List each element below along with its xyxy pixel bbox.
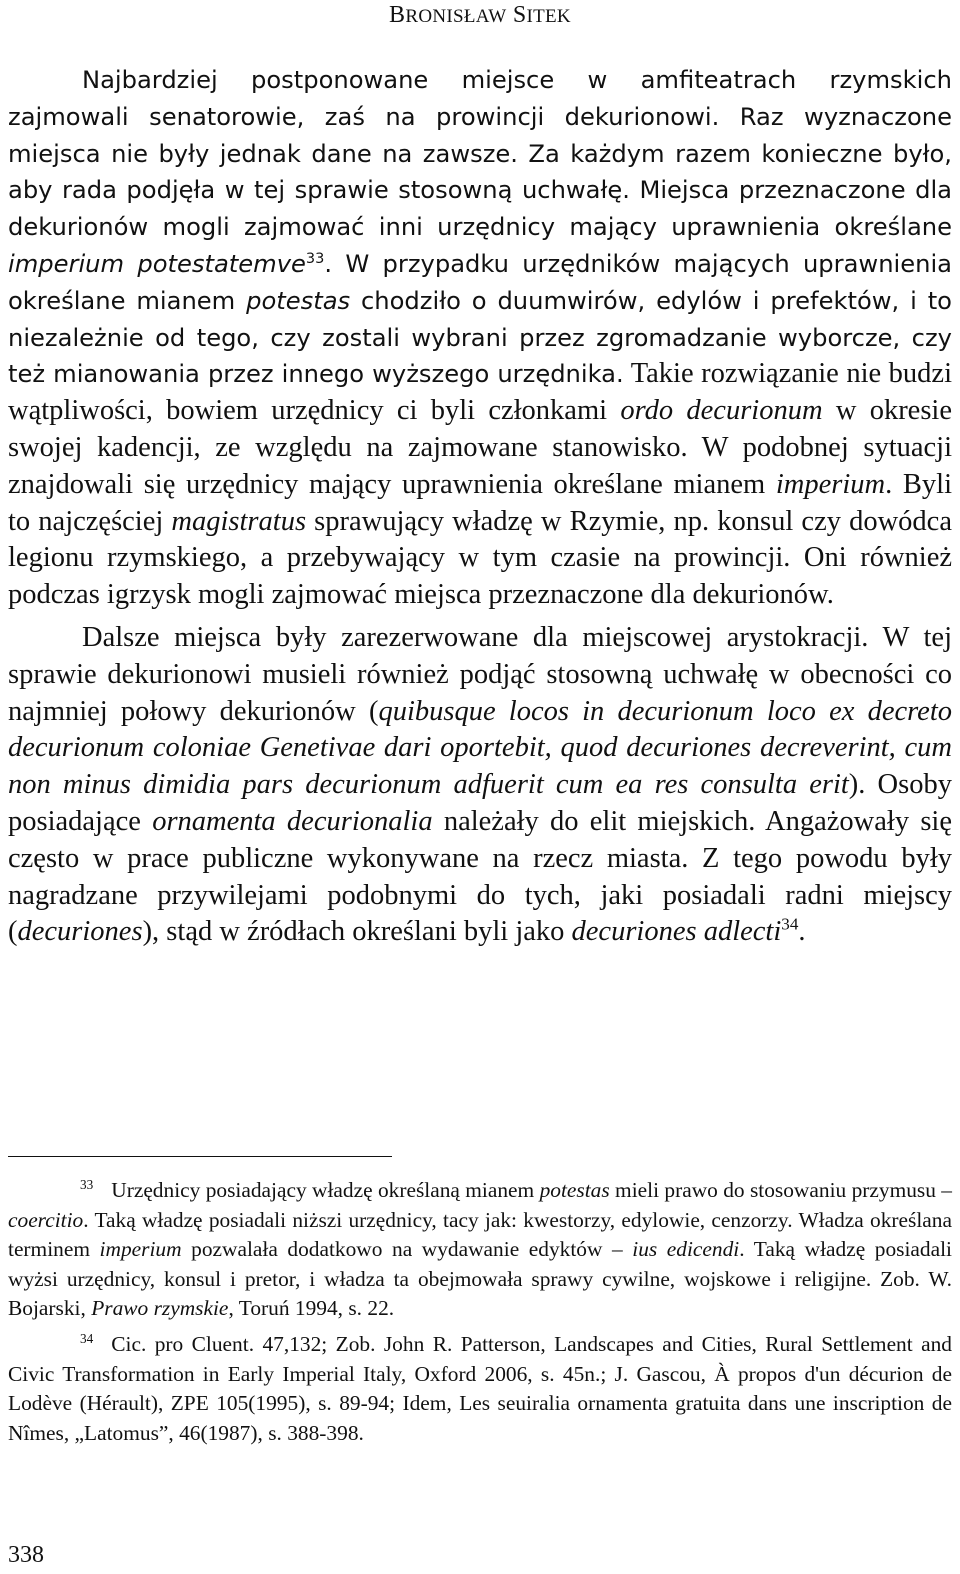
p2-text-1: Dalsze miejsca były zarezerwowane dla miejscowej arystokracji. W tej sprawie dekurionowi musieli również podjąć stosowną uchwałę w obecności co najmniej połowy dekurionów ( <box>8 621 952 727</box>
p1-sans-part <box>8 66 952 388</box>
footnote-separator <box>8 1156 392 1157</box>
p2-italic-1: quibusque locos in decurionum loco ex decreto decurionum coloniae Genetivae dari oportebit, quod decuriones decreverint, cum non minus dimidia pars decurionum adfuerit cum ea res consulta erit <box>8 695 952 801</box>
fn33-text-3: . Taką władzę posiadali niższi urzędnicy, tacy jak: kwestorzy, edylowie, cenzorzy. Władza określana terminem <box>8 1207 952 1262</box>
header-firstname-rest: RONISŁAW <box>405 6 507 27</box>
p2-text-5: . <box>798 916 806 948</box>
p1-italic-2: potestas <box>246 286 351 315</box>
fn33-italic-5: Prawo rzymskie <box>91 1296 229 1321</box>
footnote-number-33: 33 <box>80 1176 94 1192</box>
footnote-33 <box>8 1176 952 1324</box>
p2-text-3: należały do elit miejskich. Angażowały się często w prace publiczne wykonywane na rzecz miasta. Z tego powodu były nagradzane przywilejami podobnymi do tych, jaki posiadali radni miejscy ( <box>8 805 952 948</box>
fn34-text-1: Cic. pro Cluent. 47,132; Zob. John R. Patterson, Landscapes and Cities, Rural Settlement and Civic Transformation in Early Imperial Italy, Oxford 2006, s. 45n.; J. Gascou, À propos d'un décurion de Lodève (Hérault), ZPE 105(1995), s. 89-94; Idem, Les seuiralia ornamenta gratuita dans une inscription de Nîmes, „Latomus”, 46(1987), s. 388-398. <box>8 1331 952 1445</box>
p1-text-4: Takie rozwiązanie nie budzi wątpliwości, bowiem urzędnicy ci byli członkami <box>8 358 952 427</box>
footnote-ref-33[interactable]: 33 <box>305 250 325 267</box>
p2-italic-3: decuriones <box>17 916 143 948</box>
footnote-number-34: 34 <box>80 1330 94 1346</box>
fn33-italic-3: imperium <box>99 1237 182 1262</box>
p1-italic-1: imperium potestatemve <box>8 249 306 278</box>
p1-italic-6: magistratus <box>171 505 307 537</box>
header-surname-rest: ITEK <box>526 6 571 27</box>
main-text <box>8 62 952 951</box>
fn33-text-6: , Toruń 1994, s. 22. <box>228 1296 395 1321</box>
p2-text-4: ), stąd w źródłach określani byli jako <box>142 916 572 948</box>
running-header <box>0 2 960 29</box>
paragraph-1 <box>8 62 952 614</box>
fn33-italic-4: ius edicendi <box>632 1237 740 1262</box>
p2-text-2: ). Osoby posiadające <box>8 769 952 837</box>
p1-text-3: chodziło o duumwirów, edylów i prefektów, i to niezależnie od tego, czy zostali wybrani przez zgromadzanie wyborcze, czy też mianowania przez innego wyższego urzędnika. <box>8 286 952 389</box>
p1-italic-5: imperium <box>775 468 886 500</box>
page-number: 338 <box>8 1542 44 1568</box>
p1-text-6: . Byli to najczęściej <box>8 468 952 537</box>
fn33-italic-1: potestas <box>539 1178 610 1202</box>
p2-italic-2: ornamenta decurionalia <box>152 805 433 837</box>
header-initial: B <box>389 2 406 28</box>
header-initial-2: S <box>512 2 527 28</box>
paragraph-2 <box>8 620 952 951</box>
p1-italic-4: ordo decurionum <box>620 395 823 427</box>
p1-text-7: sprawujący władzę w Rzymie, np. konsul czy dowódca legionu rzymskiego, a przebywający w tym czasie na prowincji. Oni również podczas igrzysk mogli zajmować miejsca przeznaczone dla dekurionów. <box>8 505 952 611</box>
p1-text-5: w okresie swojej kadencji, ze względu na zajmowane stanowisko. W podobnej sytuacji znajdowali się urzędnicy mający uprawnienia określane mianem <box>8 395 952 500</box>
fn33-text-2: mieli prawo do stosowaniu przymusu – <box>609 1178 952 1202</box>
p1-text-2: . W przypadku urzędników mających uprawnienia określane mianem <box>8 249 953 315</box>
fn33-text-1: Urzędnicy posiadający władzę określaną mianem <box>111 1178 540 1202</box>
fn33-text-4: pozwalała dodatkowo na wydawanie edyktów – <box>181 1237 633 1262</box>
footnote-34 <box>8 1330 952 1448</box>
footnotes <box>8 1176 952 1448</box>
p2-italic-4: decuriones adlecti <box>571 916 782 948</box>
fn33-italic-2: coercitio <box>8 1207 84 1232</box>
fn33-text-5: . Taką władzę posiadali wyżsi urzędnicy, konsul i pretor, i władza ta obejmowała sprawy cywilne, wojskowe i religijne. Zob. W. Bojarski, <box>8 1237 952 1321</box>
p1-text-1: Najbardziej postponowane miejsce w amfiteatrach rzymskich zajmowali senatorowie, zaś na prowincji dekurionowi. Raz wyznaczone miejsca nie były jednak dane na zawsze. Za każdym razem konieczne było, aby rada podjęła w tej sprawie stosowną uchwałę. Miejsca przeznaczone dla dekurionów mogli zajmować inni urzędnicy mający uprawnienia określane <box>8 66 952 242</box>
footnote-ref-34[interactable]: 34 <box>781 914 799 934</box>
